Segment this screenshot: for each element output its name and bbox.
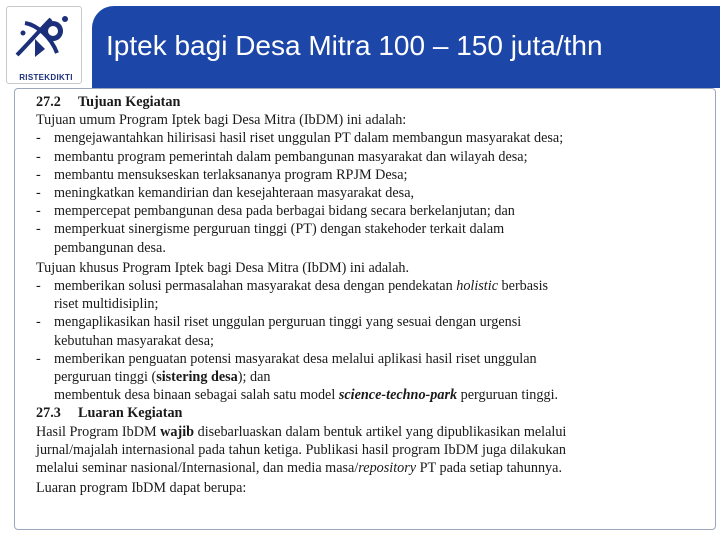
- slide-header: [0, 0, 720, 90]
- list-item: - memberikan solusi permasalahan masyarakat desa dengan pendekatan holistic berbasis riset multidisiplin;: [36, 278, 549, 313]
- list-item: - membantu mensukseskan terlaksananya program RPJM Desa;: [36, 166, 408, 183]
- logo-text: RISTEKDIKTI: [19, 73, 73, 82]
- list-item: - membantu program pemerintah dalam pembangunan masyarakat dan wilayah desa;: [36, 148, 528, 165]
- list-item: - mempercepat pembangunan desa pada berbagai bidang secara berkelanjutan; dan: [36, 203, 515, 220]
- paragraph-line: Hasil Program IbDM wajib disebarluaskan dalam bentuk artikel yang dipublikasikan melalui: [36, 423, 567, 440]
- list-item: - mengejawantahkan hilirisasi hasil riset unggulan PT dalam membangun masyarakat desa;: [36, 130, 564, 147]
- paragraph: Luaran program IbDM dapat berupa:: [36, 480, 247, 497]
- paragraph-line: jurnal/majalah internasional pada tahun ketiga. Publikasi hasil program IbDM juga dilakukan: [36, 441, 566, 458]
- list-item: - meningkatkan kemandirian dan kesejahteraan masyarakat desa,: [36, 185, 415, 202]
- section-heading: 27.3 Luaran Kegiatan: [36, 405, 183, 422]
- slide-title: Iptek bagi Desa Mitra 100 – 150 juta/thn: [106, 30, 603, 61]
- paragraph-line: melalui seminar nasional/Internasional, dan media masa/repository PT pada setiap tahunnya.: [36, 460, 562, 477]
- document-body: [36, 93, 701, 497]
- list-item: - memperkuat sinergisme perguruan tinggi (PT) dengan stakehoder terkait dalam pembangunan desa.: [36, 221, 505, 256]
- logo: [6, 6, 82, 84]
- list-item: - memberikan penguatan potensi masyarakat desa melalui aplikasi hasil riset unggulan perguruan tinggi (sistering desa); dan membentuk desa binaan sebagai salah satu model science-techno-park perguruan tinggi.: [36, 350, 559, 404]
- list-item: - mengaplikasikan hasil riset unggulan perguruan tinggi yang sesuai dengan urgensi kebutuhan masyarakat desa;: [36, 314, 522, 349]
- ristekdikti-logo-icon: [11, 9, 77, 71]
- paragraph: Tujuan khusus Program Iptek bagi Desa Mitra (IbDM) ini adalah.: [36, 259, 410, 276]
- document-excerpt: [20, 91, 708, 529]
- section-heading: 27.2 Tujuan Kegiatan: [36, 94, 181, 110]
- paragraph: Tujuan umum Program Iptek bagi Desa Mitra (IbDM) ini adalah:: [36, 112, 407, 129]
